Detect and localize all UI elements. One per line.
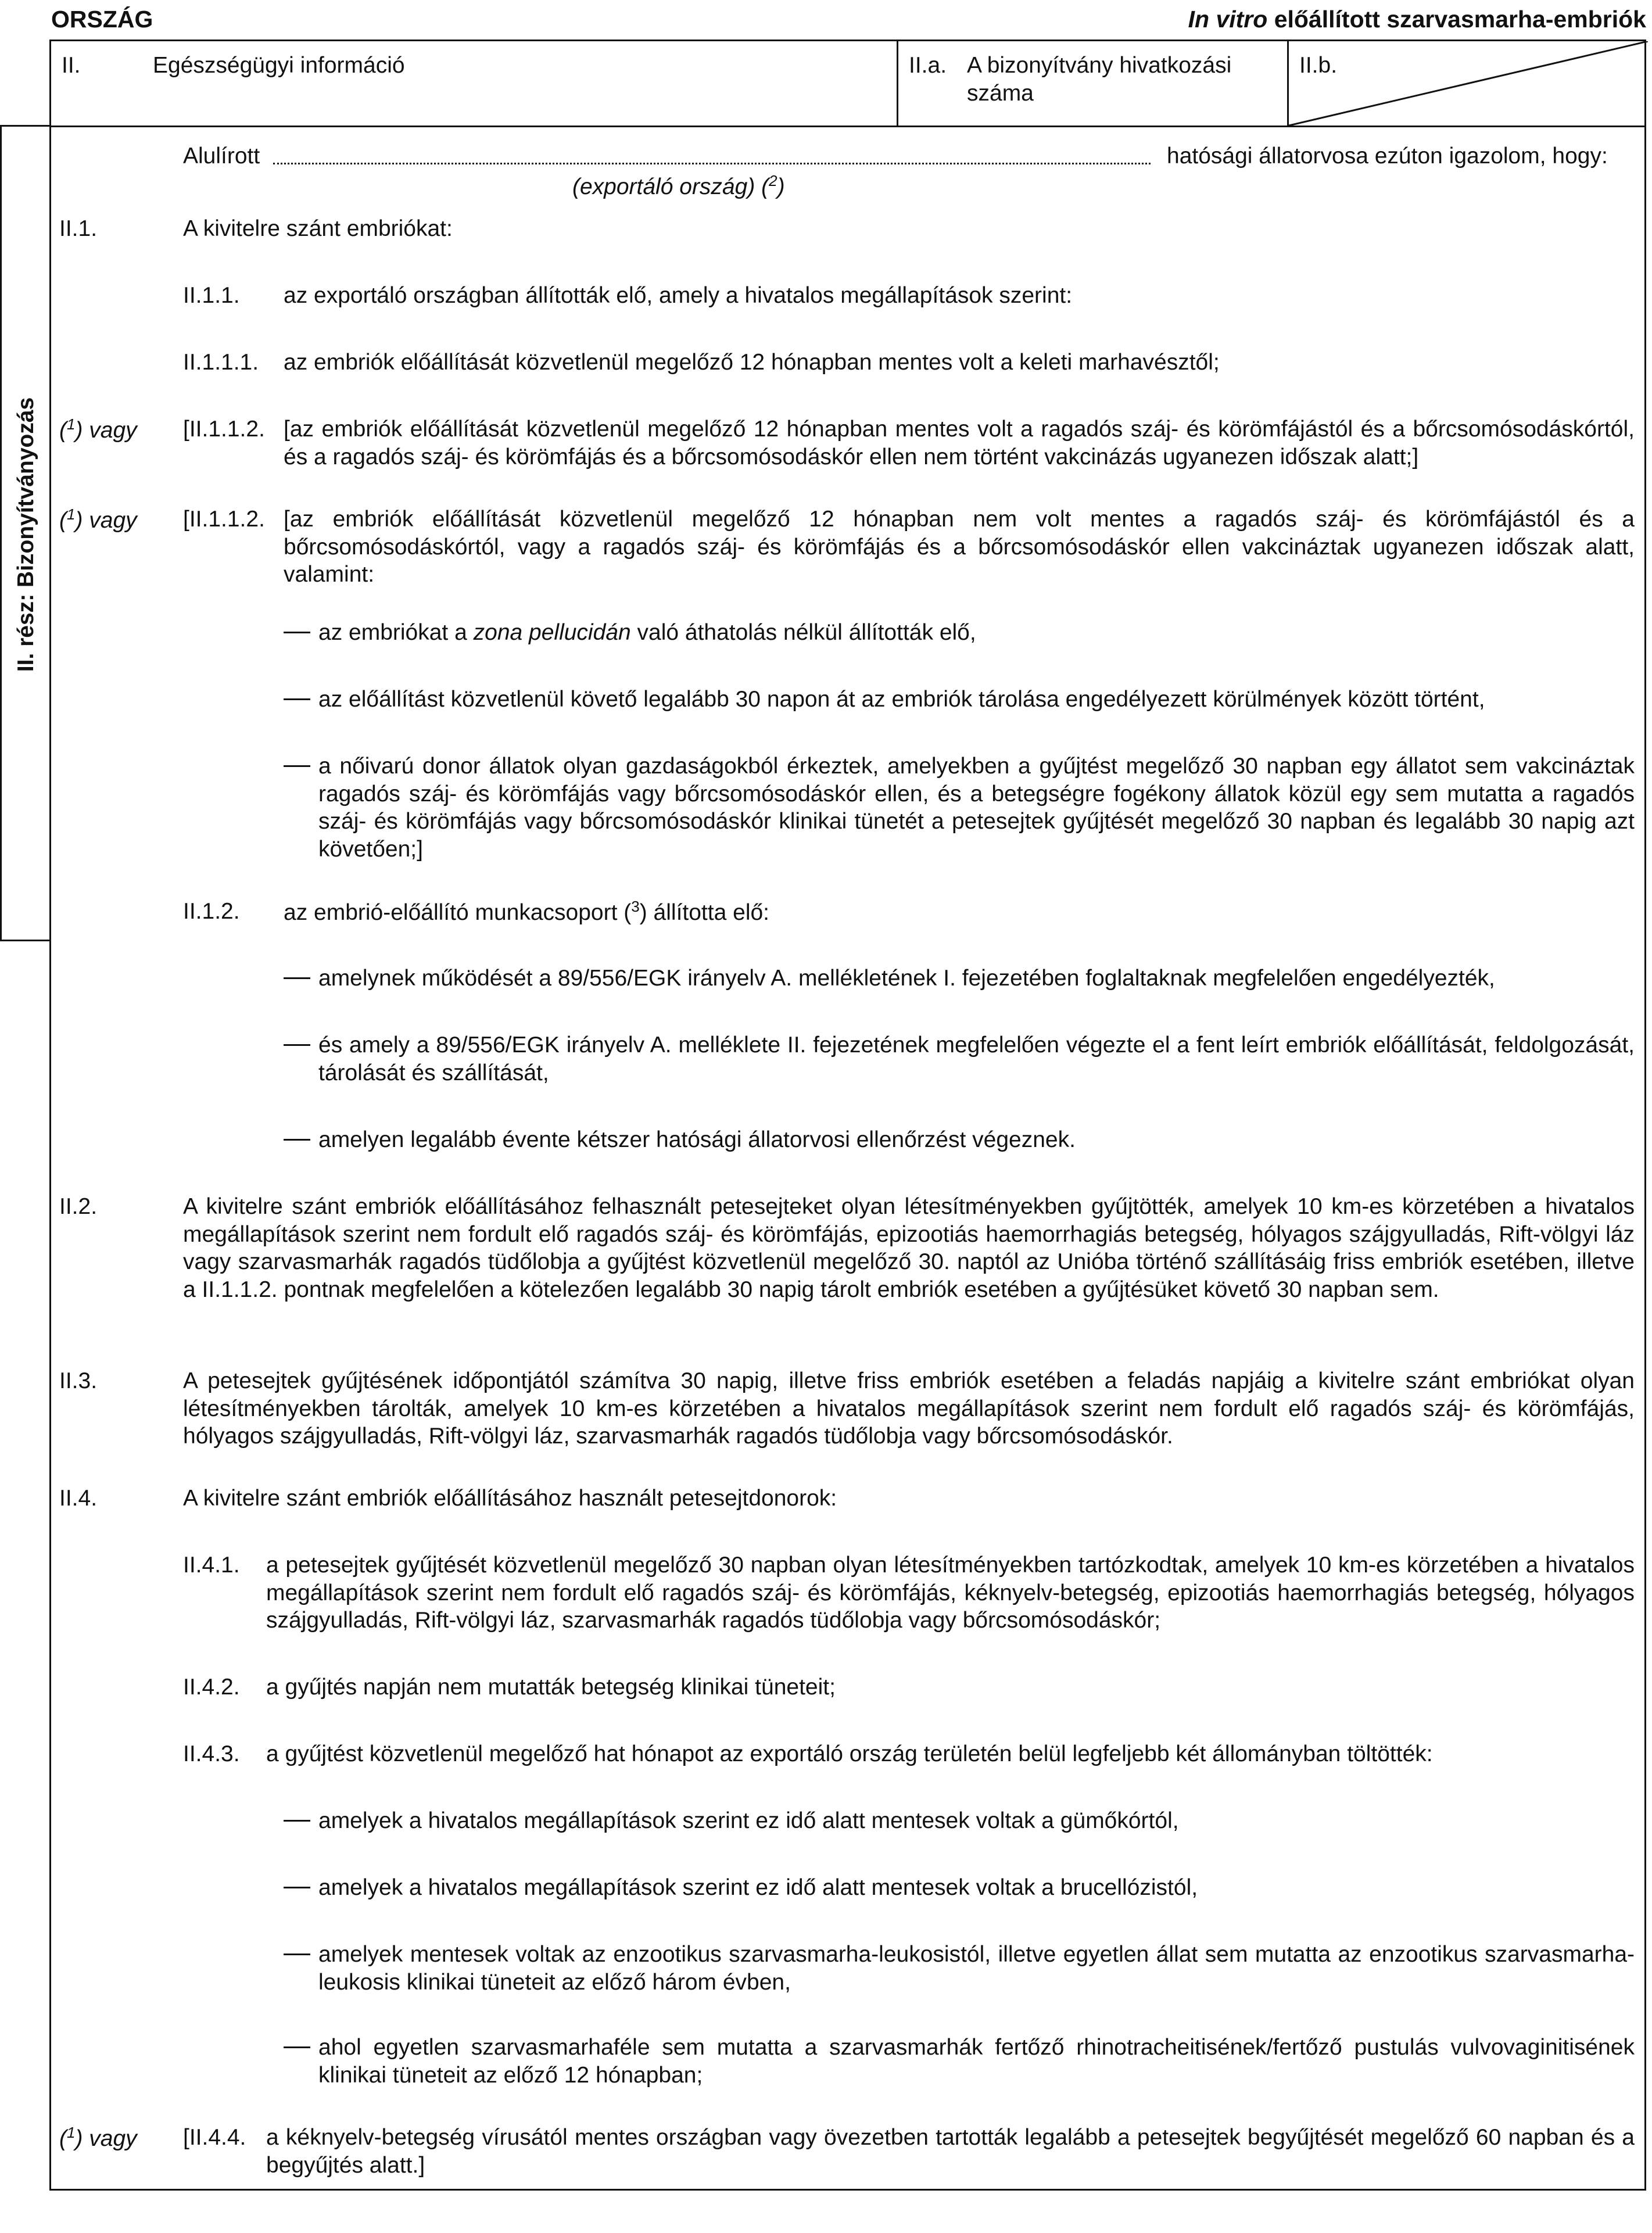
intro-sub-main: (exportáló ország) ( bbox=[572, 174, 769, 199]
item-number: II.4.2. bbox=[183, 1675, 240, 1700]
bullet-text-part: az embriókat a bbox=[318, 620, 474, 645]
intro-lead: Alulírott bbox=[183, 144, 260, 169]
item-number: II.1.1. bbox=[183, 283, 240, 308]
item-text: [az embriók előállítását közvetlenül megelőző 12 hónapban nem volt mentes a ragadós száj- és körömfájástól és a bőrcsomósodáskórtól, vagy a ragadós száj- és körömfájás és a bőrcsomósodáskór ellen vakcináztak ugyanezen időszak alatt, valamint: bbox=[284, 507, 1635, 587]
reference-header-cell bbox=[898, 41, 1289, 126]
item-text: az embrió-előállító munkacsoport ($^3$) állította elő: bbox=[284, 898, 770, 925]
country-label: ORSZÁG bbox=[51, 6, 153, 33]
reference-label-line1: A bizonyítvány hivatkozási bbox=[967, 53, 1232, 78]
fill-in-dots bbox=[273, 163, 1151, 164]
item-text: az embriók előállítását közvetlenül megelőző 12 hónapban mentes volt a keleti marhavésztől; bbox=[284, 350, 1220, 375]
dash-bullet bbox=[284, 698, 310, 700]
item-text: A kivitelre szánt embriókat: bbox=[183, 216, 453, 241]
item-number: [II.1.1.2. bbox=[183, 507, 265, 532]
item-number: II.4. bbox=[59, 1486, 98, 1511]
diagonal-line bbox=[1289, 41, 1648, 126]
dash-bullet bbox=[284, 2046, 310, 2048]
item-number: II.3. bbox=[59, 1368, 98, 1393]
dash-bullet bbox=[284, 1887, 310, 1888]
dash-bullet bbox=[284, 1820, 310, 1822]
item-number: II.2. bbox=[59, 1194, 98, 1219]
dash-bullet bbox=[284, 977, 310, 979]
item-number: [II.1.1.2. bbox=[183, 417, 265, 442]
item-number: II.4.1. bbox=[183, 1553, 240, 1578]
bullet-text: ahol egyetlen szarvasmarhaféle sem mutatta a szarvasmarhák fertőző rhinotracheitisének/fertőző pustulás vulvovaginitisének klinikai tüneteit az előző 12 hónapban; bbox=[318, 2035, 1635, 2088]
bullet-text: amelyek a hivatalos megállapítások szerint ez idő alatt mentesek voltak a gümőkórtól, bbox=[318, 1808, 1179, 1833]
dash-bullet bbox=[284, 1954, 310, 1955]
product-title bbox=[1188, 5, 1646, 34]
item-number: [II.4.4. bbox=[183, 2125, 246, 2150]
item-text: az exportáló országban állították elő, amely a hivatalos megállapítások szerint: bbox=[284, 283, 1073, 308]
bullet-text bbox=[318, 619, 1635, 647]
item-number: II.4.3. bbox=[183, 1741, 240, 1766]
intro-sub-footnote: 2 bbox=[769, 172, 777, 189]
dash-bullet bbox=[284, 632, 310, 633]
dash-bullet bbox=[284, 1044, 310, 1046]
item-number: II.1. bbox=[59, 216, 98, 241]
dash-bullet bbox=[284, 1139, 310, 1141]
item-number: II.1.2. bbox=[183, 899, 240, 924]
reference-label-line2: száma bbox=[967, 81, 1034, 106]
table-header-row bbox=[51, 41, 1644, 127]
section-number: II. bbox=[62, 53, 81, 78]
side-label: II. rész: Bizonyítványozás bbox=[13, 397, 39, 672]
bullet-text: és amely a 89/556/EGK irányelv A. melléklete II. fejezetének megfelelően végezte el a fent leírt embriók előállítását, feldolgozását, tárolását és szállítását, bbox=[318, 1033, 1635, 1085]
bullet-text: amelyen legalább évente kétszer hatósági állatorvosi ellenőrzést végeznek. bbox=[318, 1127, 1076, 1152]
bullet-text: az előállítást közvetlenül követő legalább 30 napon át az embriók tárolása engedélyezett körülmények között történt, bbox=[318, 687, 1485, 712]
intro-sub-label bbox=[572, 172, 785, 201]
item-text: a kéknyelv-betegség vírusától mentes országban vagy övezetben tartották legalább a petesejtek begyűjtését megelőző 60 napban és a begyűjtés alatt.] bbox=[266, 2125, 1635, 2178]
bullet-text: amelyek a hivatalos megállapítások szerint ez idő alatt mentesek voltak a brucellózistól, bbox=[318, 1875, 1198, 1900]
item-text: a petesejtek gyűjtését közvetlenül megelőző 30 napban olyan létesítményekben tartózkodtak, amelyek 10 km-es körzetében a hivatalos megállapítások szerint nem fordult elő ragadós száj- és körömfájás, kéknyelv-betegség, epizootiás haemorrhagiás betegség, hólyagos szájgyulladás, Rift-völgyi láz, szarvasmarhák ragadós tüdőlobja vagy bőrcsomósodáskór; bbox=[266, 1553, 1635, 1633]
bullet-text-italic: zona pellucidán bbox=[473, 620, 631, 645]
intro-sub-close: ) bbox=[777, 174, 785, 199]
dash-bullet bbox=[284, 765, 310, 767]
item-text: A kivitelre szánt embriók előállításához felhasznált petesejteket olyan létesítményekben gyűjtötték, amelyek 10 km-es körzetében a hivatalos megállapítások szerint nem fordult elő ragadós száj- és körömfájás, epizootiás haemorrhagiás betegség, hólyagos szájgyulladás, Rift-völgyi láz vagy szarvasmarhák ragadós tüdőlobja a gyűjtést közvetlenül megelőző 30. naptól az Unióba történő szállításáig friss embriók esetében, illetve a II.1.1.2. pontnak megfelelően a kötelezően legalább 30 napig tárolt embriók esetében a gyűjtésüket követő 30 napban sem. bbox=[183, 1194, 1635, 1302]
iib-label: II.b. bbox=[1299, 53, 1338, 78]
bullet-text-part: való áthatolás nélkül állították elő, bbox=[630, 620, 976, 645]
item-text: A petesejtek gyűjtésének időpontjától számítva 30 napig, illetve friss embriók esetében a feladás napjáig a kivitelre szánt embriókat olyan létesítményekben tárolták, amelyek 10 km-es körzetében a hivatalos megállapítások szerint nem fordult elő ragadós száj- és körömfájás, hólyagos szájgyulladás, Rift-völgyi láz, szarvasmarhák ragadós tüdőlobja vagy bőrcsomósodáskór. bbox=[183, 1368, 1635, 1449]
item-text: [az embriók előállítását közvetlenül megelőző 12 hónapban mentes volt a ragadós száj- és körömfájástól és a bőrcsomósodáskórtól, és a ragadós száj- és körömfájás és a bőrcsomósodáskór ellen nem történt vakcinázás ugyanezen időszak alatt;] bbox=[284, 417, 1635, 469]
option-marker: ($^1$) vagy bbox=[59, 2124, 137, 2151]
item-text: a gyűjtést közvetlenül megelőző hat hónapot az exportáló ország területén belül legfeljebb két állományban töltötték: bbox=[266, 1741, 1433, 1766]
side-label-box bbox=[0, 125, 49, 941]
intro-tail: hatósági állatorvosa ezúton igazolom, hogy: bbox=[1167, 144, 1608, 169]
iib-header-cell bbox=[1289, 41, 1648, 126]
item-number: II.1.1.1. bbox=[183, 350, 259, 375]
item-text: A kivitelre szánt embriók előállításához használt petesejtdonorok: bbox=[183, 1486, 837, 1511]
bullet-text: amelyek mentesek voltak az enzootikus szarvasmarha-leukosistól, illetve egyetlen állat sem mutatta az enzootikus szarvasmarha-leukosis klinikai tüneteit az előző három évben, bbox=[318, 1942, 1635, 1995]
bullet-text: a nőivarú donor állatok olyan gazdaságokból érkeztek, amelyekben a gyűjtést megelőző 30 napban egy állatot sem vakcináztak ragadós száj- és körömfájás vagy bőrcsomósodáskór ellen, és a betegségre fogékony állatok közül egy sem mutatta a ragadós száj- és körömfájás vagy bőrcsomósodáskór klinikai tünetét a petesejtek gyűjtését megelőző 30 napban és legalább 30 napig azt követően;] bbox=[318, 754, 1635, 862]
bullet-text: amelynek működését a 89/556/EGK irányelv A. mellékletének I. fejezetében foglaltaknak megfelelően engedélyezték, bbox=[318, 966, 1495, 991]
product-title-rest: előállított szarvasmarha-embriók bbox=[1267, 6, 1646, 33]
item-text: a gyűjtés napján nem mutatták betegség klinikai tüneteit; bbox=[266, 1675, 836, 1700]
section-label: Egészségügyi információ bbox=[153, 53, 405, 78]
reference-number: II.a. bbox=[909, 53, 947, 78]
section-header-cell bbox=[51, 41, 898, 126]
product-title-italic: In vitro bbox=[1188, 6, 1268, 33]
option-marker: ($^1$) vagy bbox=[59, 506, 137, 533]
option-marker: ($^1$) vagy bbox=[59, 415, 137, 443]
